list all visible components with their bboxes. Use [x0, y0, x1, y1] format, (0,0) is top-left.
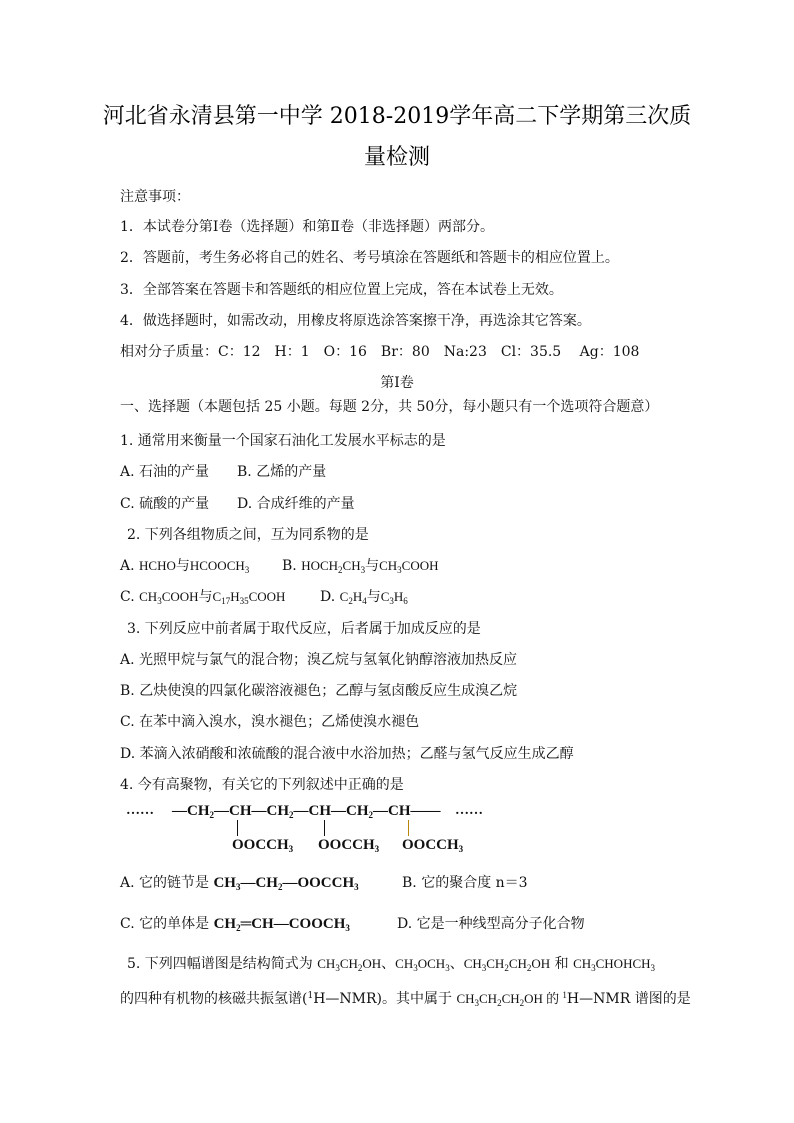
question-3-option-a: A. 光照甲烷与氯气的混合物；溴乙烷与氢氧化钠醇溶液加热反应: [120, 652, 518, 668]
question-5-line2: 的四种有机物的核磁共振氢谱($^1$H—NMR)。其中属于 $CH_3CH_2CH_2OH$ 的 $^1$H—NMR 谱图的是: [120, 990, 691, 1008]
question-4-option-c: C. 它的单体是 $CH_2═CH—COOCH_3$: [120, 916, 350, 933]
bond-line: [237, 820, 238, 836]
chain-dots-left: ……: [126, 803, 154, 818]
atomic-masses: 相对分子质量：C：12 H：1 O：16 Br：80 Na:23 Cl：35.5 Ag：108: [120, 344, 640, 360]
bond-line: [324, 820, 325, 836]
volume-label: 第Ⅰ卷: [380, 375, 414, 391]
question-5-line1: 5. 下列四幅谱图是结构简式为 $CH_3CH_2OH$、$CH_3OCH_3$、$CH_3CH_2CH_2OH$ 和 $CH_3CHOHCH_3$: [127, 956, 656, 973]
question-2-option-c: C. $CH_3COOH$与$C_{17}H_{35}COOH$: [120, 589, 286, 606]
section-heading: 一、选择题（本题包括 25 小题。每题 2分，共 50分，每小题只有一个选项符合题意）: [120, 399, 659, 415]
question-1-option-b: B. 乙烯的产量: [237, 464, 327, 480]
question-1-stem: 1. 通常用来衡量一个国家石油化工发展水平标志的是: [120, 433, 446, 449]
chain-dots-right: ……: [455, 803, 483, 818]
question-2-option-b: B. $HOCH_2CH_3$与$CH_3COOH$: [282, 558, 439, 575]
notice-item: 2．答题前，考生务必将自己的姓名、考号填涂在答题纸和答题卡的相应位置上。: [120, 250, 619, 266]
question-2-stem: 2. 下列各组物质之间，互为同系物的是: [127, 527, 369, 543]
side-group: $OOCCH_3$: [402, 837, 464, 854]
question-2-option-a: A. HCHO与$HCOOCH_3$: [120, 558, 250, 575]
side-group: $OOCCH_3$: [318, 837, 380, 854]
bond-line: [408, 820, 409, 836]
question-3-option-b: B. 乙炔使溴的四氯化碳溶液褪色；乙醇与氢卤酸反应生成溴乙烷: [120, 683, 518, 699]
question-3-option-d: D. 苯滴入浓硝酸和浓硫酸的混合液中水浴加热；乙醛与氢气反应生成乙醇: [120, 746, 574, 762]
page-title-line1: 河北省永清县第一中学 2018-2019学年高二下学期第三次质: [102, 104, 692, 129]
question-1-option-a: A. 石油的产量: [120, 464, 210, 480]
question-3-option-c: C. 在苯中滴入溴水，溴水褪色；乙烯使溴水褪色: [120, 714, 420, 730]
question-1-option-c: C. 硫酸的产量: [120, 496, 210, 512]
question-4-stem: 4. 今有高聚物，有关它的下列叙述中正确的是: [120, 777, 404, 793]
question-4-option-d: D. 它是一种线型高分子化合物: [397, 916, 585, 932]
question-1-option-d: D. 合成纤维的产量: [237, 496, 355, 512]
notice-item: 3．全部答案在答题卡和答题纸的相应位置上完成，答在本试卷上无效。: [120, 282, 563, 298]
notice-item: 1．本试卷分第Ⅰ卷（选择题）和第Ⅱ卷（非选择题）两部分。: [120, 219, 494, 235]
question-3-stem: 3. 下列反应中前者属于取代反应，后者属于加成反应的是: [127, 621, 481, 637]
side-group: $OOCCH_3$: [232, 837, 294, 854]
polymer-backbone: $—CH_2—CH—CH_2—CH—CH_2—CH——$: [172, 803, 441, 820]
notice-item: 4．做选择题时，如需改动，用橡皮将原选涂答案擦干净，再选涂其它答案。: [120, 313, 591, 329]
question-2-option-d: D. $C_2H_4$与$C_3H_6$: [320, 589, 408, 606]
page-title-line2: 量检测: [363, 145, 430, 170]
notice-heading: 注意事项：: [120, 189, 190, 205]
question-4-option-b: B. 它的聚合度 n＝3: [402, 875, 528, 891]
question-4-option-a: A. 它的链节是 $CH_3—CH_2—OOCCH_3$: [120, 875, 359, 892]
